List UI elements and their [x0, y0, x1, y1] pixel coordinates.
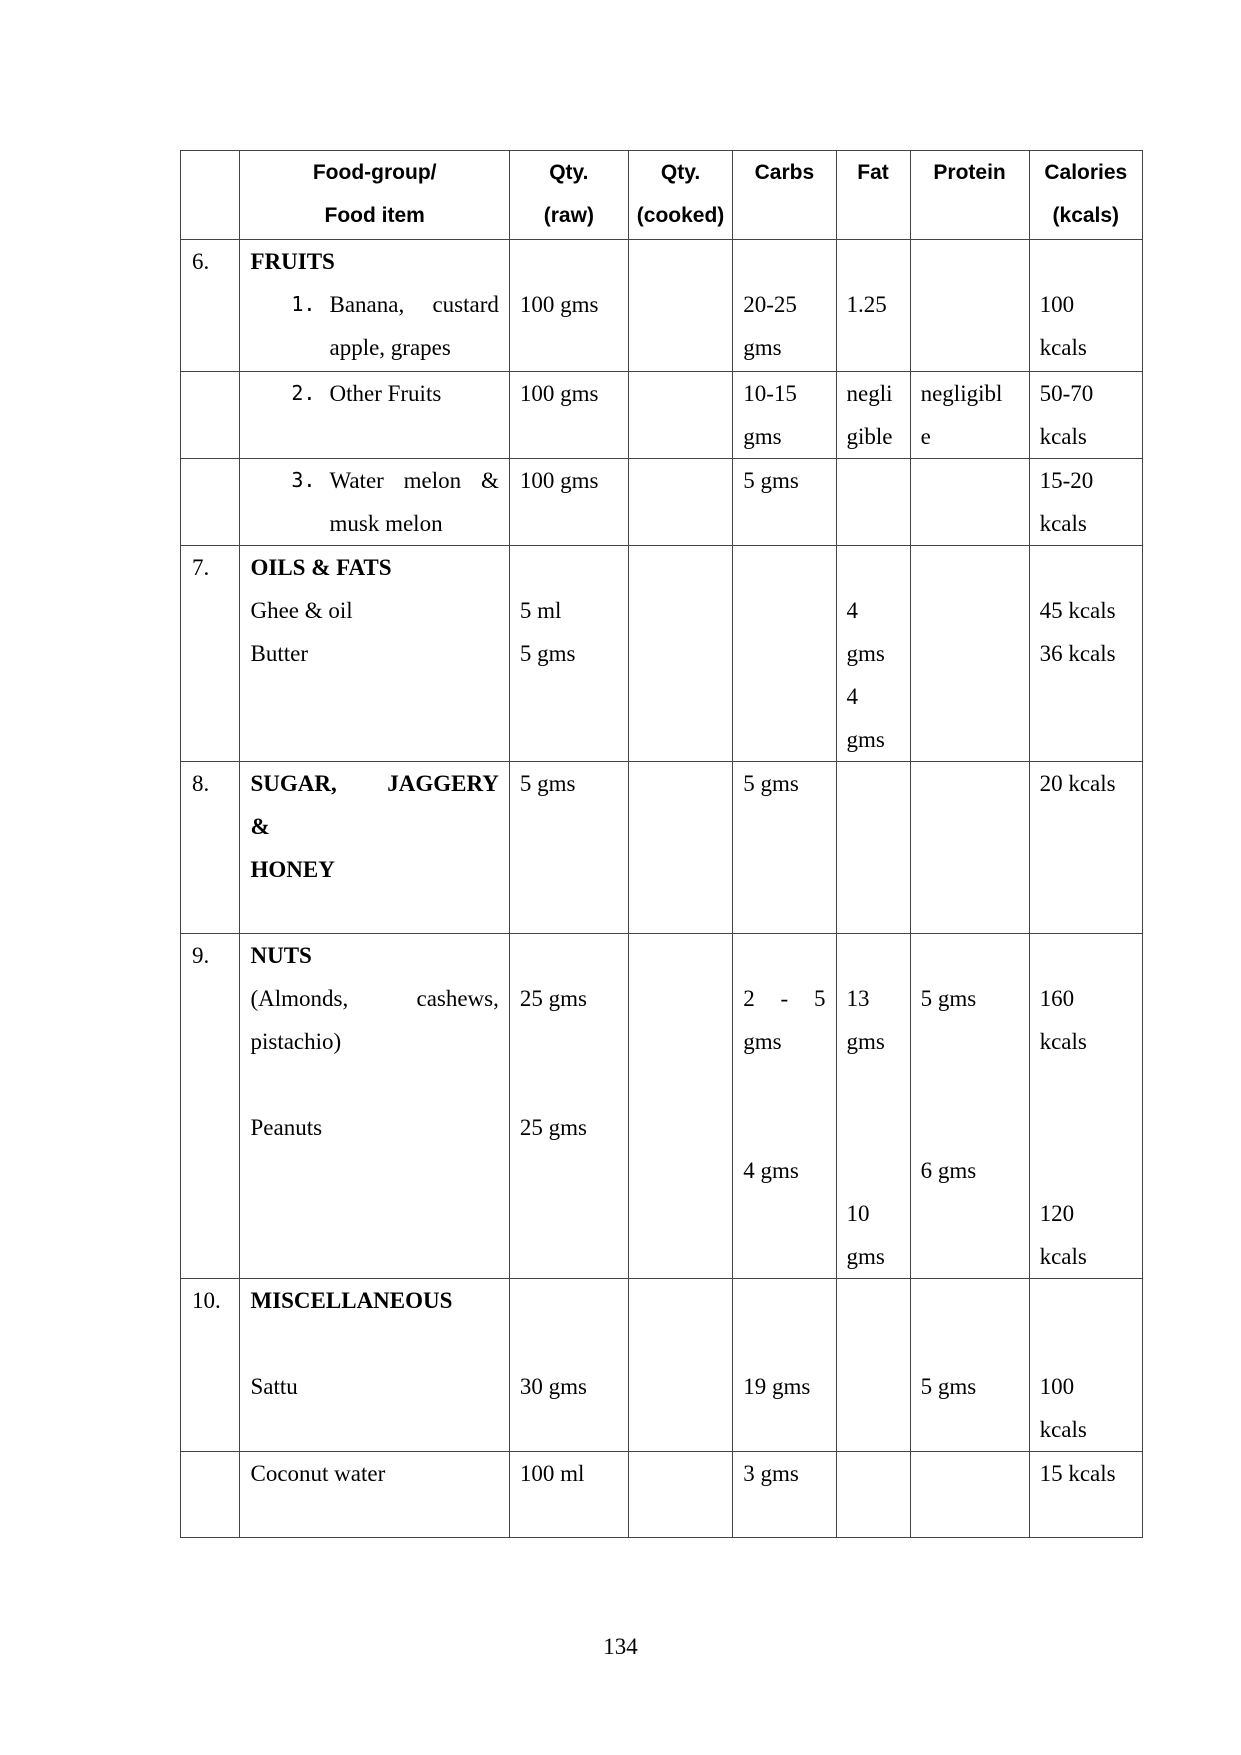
header-carbs: [733, 151, 836, 240]
protein-value: 6 gms: [920, 1158, 977, 1183]
fat-value: 13: [846, 986, 870, 1011]
header-protein-label: Protein: [933, 161, 1006, 184]
header-carbs-label: Carbs: [754, 161, 815, 184]
carbs-value: 10-15: [743, 381, 797, 406]
protein-value: negligibl: [920, 381, 1003, 406]
list-text: [329, 283, 498, 369]
qty-raw-value: 5 gms: [519, 771, 576, 796]
item-line: apple, grapes: [329, 335, 451, 360]
header-protein: [910, 151, 1029, 240]
qty-raw-value: 25 gms: [519, 1115, 587, 1140]
item-line: (Almonds, cashews,: [250, 986, 499, 1011]
carbs-value: 5 gms: [743, 468, 799, 493]
food-item-cell: [240, 240, 509, 372]
calories-value: 50-70: [1039, 381, 1094, 406]
header-qty-raw: [509, 151, 628, 240]
table-row: [181, 1452, 1143, 1538]
item-line: Butter: [250, 641, 308, 666]
row-number: 8.: [181, 762, 240, 934]
qty-cooked-cell: [628, 1452, 732, 1538]
qty-cooked-cell: [628, 762, 732, 934]
header-calories: [1029, 151, 1142, 240]
calories-cell: [1029, 762, 1142, 934]
calories-value: 15 kcals: [1039, 1461, 1116, 1486]
carbs-cell: [733, 372, 836, 459]
carbs-value: gms: [743, 1029, 782, 1054]
table-row: [181, 762, 1143, 934]
qty-raw-cell: [509, 1452, 628, 1538]
header-qty-raw-line2: (raw): [543, 204, 594, 227]
carbs-value: 2 - 5: [743, 986, 826, 1011]
qty-raw-value: 100 gms: [519, 381, 599, 406]
carbs-value: 5 gms: [743, 771, 799, 796]
header-food-line1: Food-group/: [312, 161, 437, 184]
calories-value: 120: [1039, 1201, 1075, 1226]
fat-cell: [836, 1279, 910, 1452]
carbs-cell: [733, 546, 836, 762]
item-line: Sattu: [250, 1374, 298, 1399]
list-text: Other Fruits: [329, 381, 442, 406]
fat-value: gms: [846, 1244, 885, 1269]
row-number: 6.: [181, 240, 240, 372]
food-item-cell: [240, 1452, 509, 1538]
protein-value: 5 gms: [920, 1374, 977, 1399]
qty-raw-value: 100 gms: [519, 468, 599, 493]
row-number: 7.: [181, 546, 240, 762]
item-line: Banana, custard: [329, 292, 499, 317]
calories-cell: [1029, 459, 1142, 546]
calories-value: kcals: [1039, 335, 1087, 360]
fat-value: gms: [846, 727, 885, 752]
qty-cooked-cell: [628, 1279, 732, 1452]
list-item: [250, 283, 498, 369]
item-line: pistachio): [250, 1029, 342, 1054]
list-marker: 3.: [291, 468, 316, 492]
header-fat: [836, 151, 910, 240]
fat-value: gible: [846, 424, 893, 449]
calories-cell: [1029, 546, 1142, 762]
calories-value: kcals: [1039, 1029, 1087, 1054]
item-line: Ghee & oil: [250, 598, 353, 623]
calories-cell: [1029, 1279, 1142, 1452]
qty-raw-value: 5 ml: [519, 598, 562, 623]
food-item-cell: [240, 934, 509, 1279]
food-item-cell: [240, 372, 509, 459]
calories-value: 20 kcals: [1039, 771, 1116, 796]
header-qty-raw-line1: Qty.: [549, 161, 589, 184]
protein-cell: [910, 372, 1029, 459]
calories-value: 160: [1039, 986, 1075, 1011]
food-item-cell: [240, 459, 509, 546]
qty-raw-value: 25 gms: [519, 986, 587, 1011]
protein-cell: [910, 934, 1029, 1279]
qty-raw-cell: [509, 546, 628, 762]
fat-value: gms: [846, 1029, 885, 1054]
group-title: NUTS: [250, 943, 312, 968]
carbs-value: gms: [743, 335, 782, 360]
calories-value: 100: [1039, 1374, 1075, 1399]
qty-raw-cell: [509, 459, 628, 546]
header-qty-cooked-line2: (cooked): [636, 204, 725, 227]
protein-cell: [910, 1279, 1029, 1452]
calories-value: kcals: [1039, 1244, 1087, 1269]
calories-cell: [1029, 934, 1142, 1279]
group-title: &: [250, 814, 270, 839]
header-calories-line2: (kcals): [1052, 204, 1120, 227]
carbs-cell: [733, 459, 836, 546]
protein-value: 5 gms: [920, 986, 977, 1011]
qty-cooked-cell: [628, 459, 732, 546]
food-item-cell: [240, 546, 509, 762]
carbs-value: gms: [743, 424, 782, 449]
carbs-cell: [733, 762, 836, 934]
qty-raw-value: 100 gms: [519, 292, 599, 317]
carbs-cell: [733, 1452, 836, 1538]
item-line: musk melon: [329, 511, 443, 536]
fat-value: gms: [846, 641, 885, 666]
qty-cooked-cell: [628, 372, 732, 459]
page-number: 134: [603, 1634, 638, 1659]
fat-cell: [836, 934, 910, 1279]
table-row: [181, 459, 1143, 546]
row-number: [181, 1452, 240, 1538]
list-marker: 2.: [291, 381, 316, 405]
fat-value: 10: [846, 1201, 870, 1226]
qty-cooked-cell: [628, 546, 732, 762]
calories-value: 15-20: [1039, 468, 1094, 493]
fat-cell: [836, 546, 910, 762]
calories-value: 45 kcals: [1039, 598, 1116, 623]
list-text: [329, 459, 498, 545]
header-number: [181, 151, 240, 240]
group-title: MISCELLANEOUS: [250, 1288, 453, 1313]
calories-value: kcals: [1039, 424, 1087, 449]
calories-value: kcals: [1039, 511, 1087, 536]
table-row: [181, 546, 1143, 762]
group-title: OILS & FATS: [250, 555, 392, 580]
fat-cell: [836, 459, 910, 546]
carbs-cell: [733, 1279, 836, 1452]
calories-cell: [1029, 1452, 1142, 1538]
group-title: FRUITS: [250, 249, 335, 274]
carbs-cell: [733, 240, 836, 372]
carbs-value: 4 gms: [743, 1158, 799, 1183]
carbs-cell: [733, 934, 836, 1279]
row-number: [181, 372, 240, 459]
header-qty-cooked: [628, 151, 732, 240]
qty-cooked-cell: [628, 934, 732, 1279]
carbs-value: 19 gms: [743, 1374, 811, 1399]
fat-cell: [836, 240, 910, 372]
food-item-cell: [240, 1279, 509, 1452]
protein-cell: [910, 459, 1029, 546]
fat-value: negli: [846, 381, 893, 406]
qty-raw-value: 30 gms: [519, 1374, 587, 1399]
list-marker: 1.: [291, 292, 316, 316]
header-food-group: [240, 151, 509, 240]
header-fat-label: Fat: [857, 161, 889, 184]
fat-value: 1.25: [846, 292, 887, 317]
header-calories-line1: Calories: [1044, 161, 1128, 184]
fat-value: 4: [846, 684, 859, 709]
qty-raw-cell: [509, 934, 628, 1279]
header-qty-cooked-line1: Qty.: [660, 161, 701, 184]
row-number: 10.: [181, 1279, 240, 1452]
qty-raw-cell: [509, 240, 628, 372]
food-item-cell: [240, 762, 509, 934]
group-title: SUGAR, JAGGERY: [250, 771, 499, 796]
item-line: Water melon &: [329, 468, 499, 493]
qty-raw-cell: [509, 372, 628, 459]
list-item: [250, 459, 498, 545]
list-item: [250, 372, 498, 415]
protein-value: e: [920, 424, 931, 449]
nutrition-table: [180, 150, 1143, 1538]
qty-raw-value: 100 ml: [519, 1461, 585, 1486]
calories-cell: [1029, 372, 1142, 459]
qty-cooked-cell: [628, 240, 732, 372]
qty-raw-cell: [509, 1279, 628, 1452]
header-food-line2: Food item: [324, 204, 425, 227]
table-row: [181, 934, 1143, 1279]
item-line: Peanuts: [250, 1115, 323, 1140]
calories-value: 36 kcals: [1039, 641, 1116, 666]
protein-cell: [910, 1452, 1029, 1538]
group-title: HONEY: [250, 857, 335, 882]
protein-cell: [910, 240, 1029, 372]
table-row: [181, 1279, 1143, 1452]
protein-cell: [910, 762, 1029, 934]
fat-value: 4: [846, 598, 859, 623]
item-line: Coconut water: [250, 1461, 386, 1486]
protein-cell: [910, 546, 1029, 762]
fat-cell: [836, 372, 910, 459]
calories-cell: [1029, 240, 1142, 372]
calories-value: 100: [1039, 292, 1075, 317]
carbs-value: 20-25: [743, 292, 797, 317]
row-number: 9.: [181, 934, 240, 1279]
carbs-value: 3 gms: [743, 1461, 799, 1486]
qty-raw-cell: [509, 762, 628, 934]
header-row: [181, 151, 1143, 240]
row-number: [181, 459, 240, 546]
fat-cell: [836, 762, 910, 934]
table-row: [181, 240, 1143, 372]
fat-cell: [836, 1452, 910, 1538]
calories-value: kcals: [1039, 1417, 1087, 1442]
table-row: [181, 372, 1143, 459]
qty-raw-value: 5 gms: [519, 641, 576, 666]
